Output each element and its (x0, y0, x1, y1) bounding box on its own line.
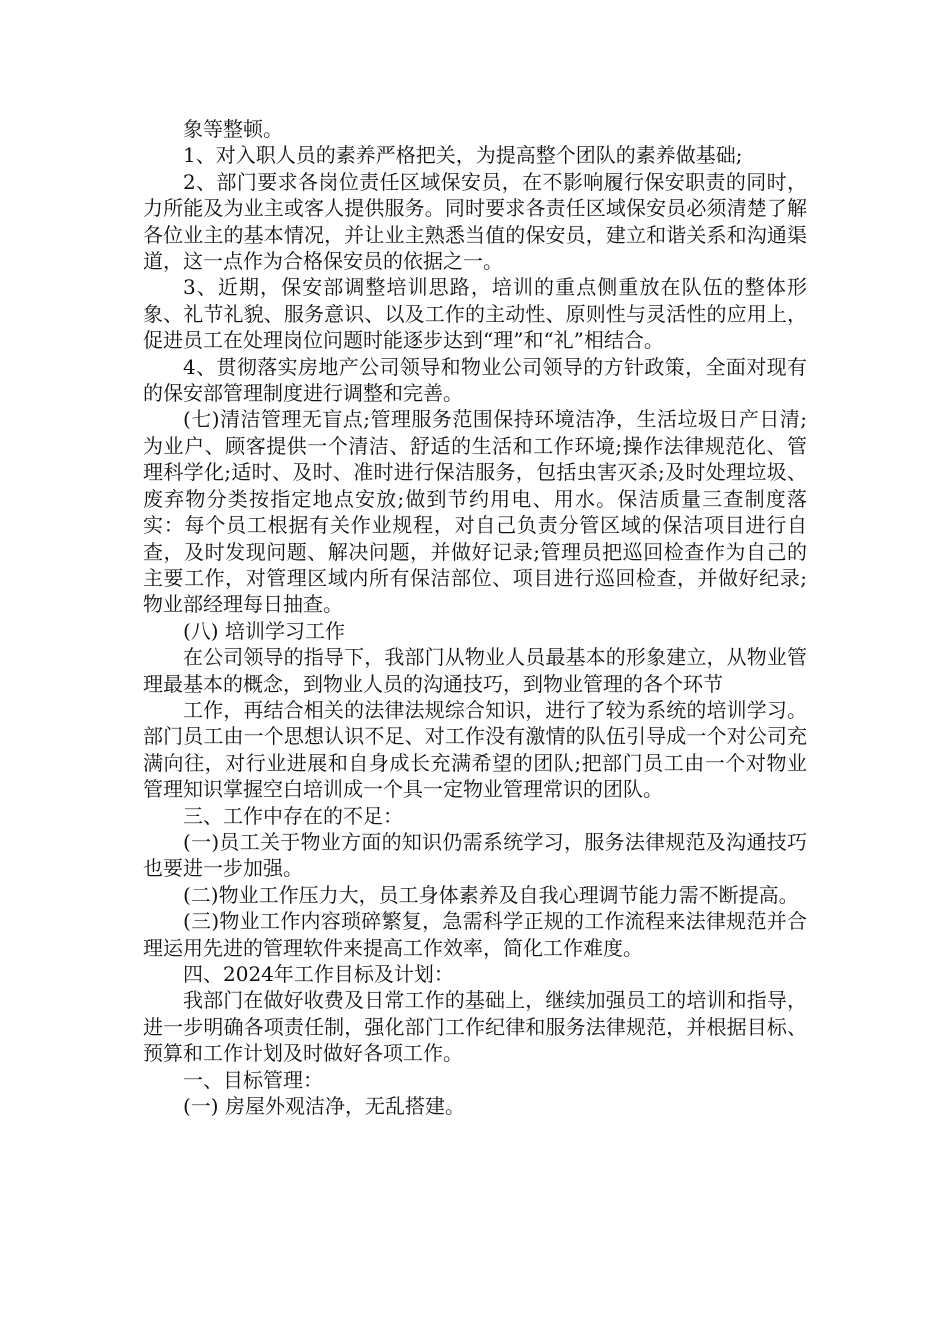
paragraph-10: (二)物业工作压力大，员工身体素养及自我心理调节能力需不断提高。 (183, 882, 799, 907)
paragraph-4: 3、近期，保安部调整培训思路，培训的重点侧重放在队伍的整体形象、礼节礼貌、服务意识、以及工作的主动性、原则性与灵活性的应用上，促进员工在处理岗位问题时能逐步达到“理”和“礼”相结合。 (143, 275, 807, 353)
section-heading-8: (八) 培训学习工作 (183, 618, 345, 643)
paragraph-6: (七)清洁管理无盲点;管理服务范围保持环境洁净，生活垃圾日产日清;为业户、顾客提供一个清洁、舒适的生活和工作环境;操作法律规范化、管理科学化;适时、及时、准时进行保洁服务，包括虫害灭杀;及时处理垃圾、废弃物分类按指定地点安放;做到节约用电、用水。保洁质量三查制度落实：每个员工根据有关作业规程，对自己负责分管区域的保洁项目进行自查，及时发现问题、解决问题，并做好记录;管理员把巡回检查作为自己的主要工作，对管理区域内所有保洁部位、项目进行巡回检查，并做好纪录;物业部经理每日抽查。 (143, 407, 807, 617)
paragraph-11: (三)物业工作内容琐碎繁复，急需科学正规的工作流程来法律规范并合理运用先进的管理软件来提高工作效率，简化工作难度。 (143, 909, 807, 960)
paragraph-7: 在公司领导的指导下，我部门从物业人员最基本的形象建立，从物业管理最基本的概念，到物业人员的沟通技巧，到物业管理的各个环节 (143, 645, 807, 696)
section-heading-target-management: 一、目标管理： (183, 1067, 323, 1092)
paragraph-3: 2、部门要求各岗位责任区域保安员，在不影响履行保安职责的同时，力所能及为业主或客人提供服务。同时要求各责任区域保安员必须清楚了解各位业主的基本情况，并让业主熟悉当值的保安员，建立和谐关系和沟通渠道，这一点作为合格保安员的依据之一。 (143, 169, 807, 274)
document-page (143, 116, 807, 1119)
section-heading-shortcomings: 三、工作中存在的不足： (183, 803, 403, 828)
paragraph-12: 我部门在做好收费及日常工作的基础上，继续加强员工的培训和指导，进一步明确各项责任制，强化部门工作纪律和服务法律规范，并根据目标、预算和工作计划及时做好各项工作。 (143, 988, 807, 1066)
paragraph-8: 工作，再结合相关的法律法规综合知识，进行了较为系统的培训学习。部门员工由一个思想认识不足、对工作没有激情的队伍引导成一个对公司充满向往，对行业进展和自身成长充满希望的团队;把部门员工由一个对物业管理知识掌握空白培训成一个具一定物业管理常识的团队。 (143, 697, 807, 802)
paragraph-9: (一)员工关于物业方面的知识仍需系统学习，服务法律规范及沟通技巧也要进一步加强。 (143, 829, 807, 881)
paragraph-5: 4、贯彻落实房地产公司领导和物业公司领导的方针政策，全面对现有的保安部管理制度进行调整和完善。 (143, 354, 807, 406)
paragraph-13: (一) 房屋外观洁净，无乱搭建。 (183, 1094, 465, 1119)
paragraph-2: 1、对入职人员的素养严格把关，为提高整个团队的素养做基础; (183, 143, 743, 168)
paragraph-1: 象等整顿。 (183, 117, 283, 141)
section-heading-goals: 四、2024年工作目标及计划： (183, 962, 454, 986)
